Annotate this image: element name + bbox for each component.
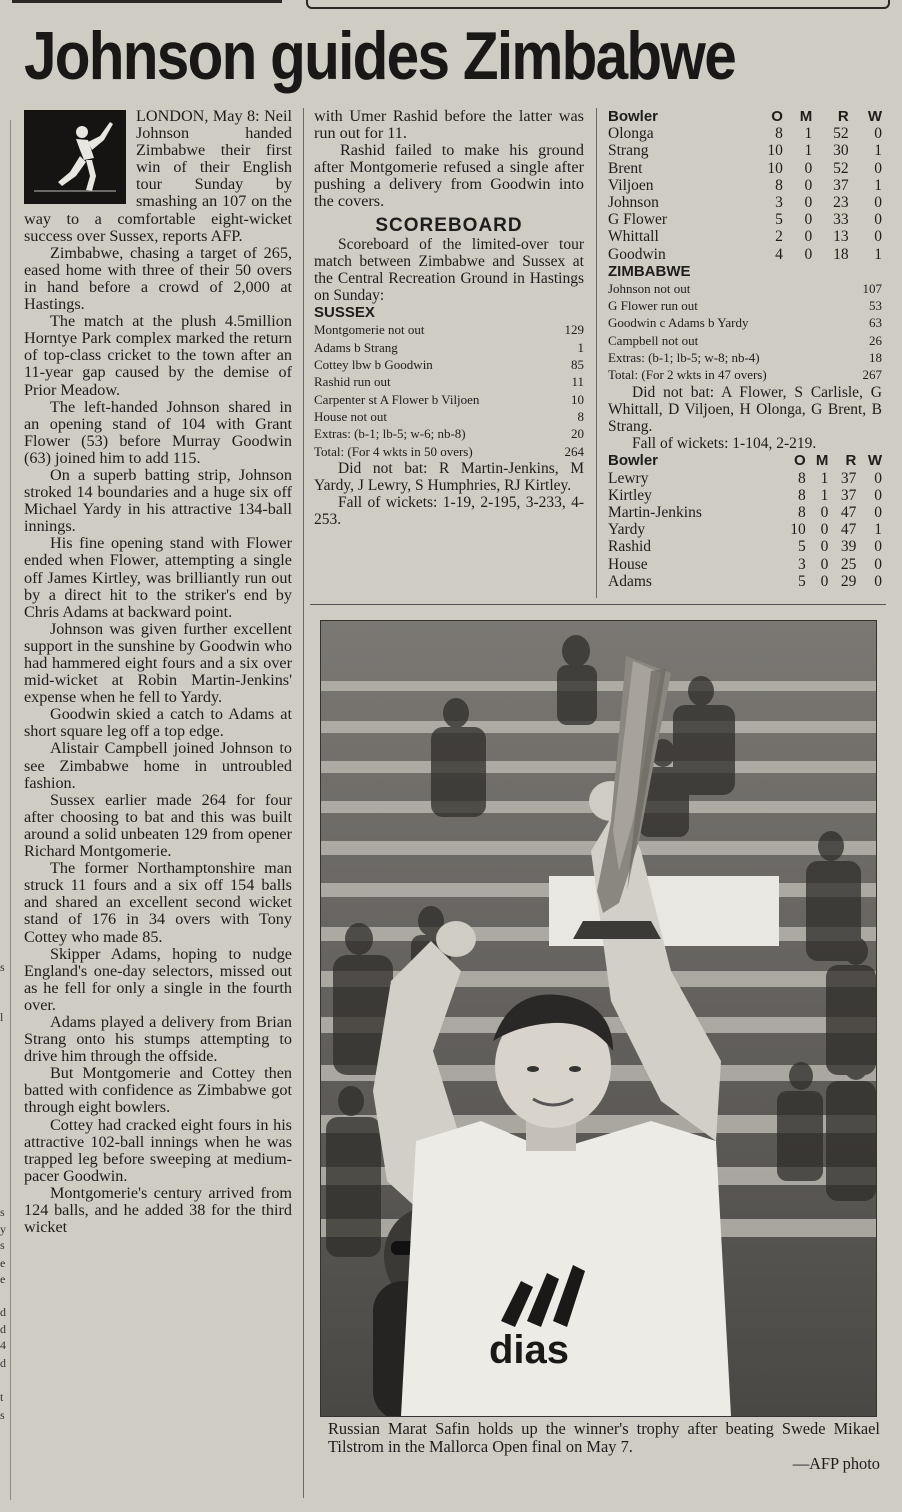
bowling-figure: 0 xyxy=(820,572,829,590)
bowler-name: Olonga xyxy=(608,125,654,143)
story-paragraph: Montgomerie's century arrived from 124 balls, and he added 38 for the third wicket xyxy=(24,1183,292,1237)
bowling-figure: 0 xyxy=(820,504,829,522)
margin-fragment: e xyxy=(0,1272,6,1286)
bowling-row xyxy=(608,142,882,159)
batting-row xyxy=(314,373,584,390)
bowling-figure: 52 xyxy=(833,125,849,143)
sussex-did-not-bat: Did not bat: R Martin-Jenkins, M Yardy, J Lewry, S Humphries, RJ Kirtley. xyxy=(314,459,584,495)
bowler-name: House xyxy=(608,555,648,573)
bowler-name: Yardy xyxy=(608,521,646,539)
bowling-figure: 0 xyxy=(804,159,813,177)
batsman-runs: 11 xyxy=(571,374,584,390)
batsman-entry: Total: (For 4 wkts in 50 overs) xyxy=(314,443,473,459)
cricket-batsman-icon xyxy=(24,110,126,204)
bowler-name: Rashid xyxy=(608,538,652,556)
bowling-figure: 1 xyxy=(874,176,882,194)
story-column-2 xyxy=(314,108,584,529)
bowling-row xyxy=(608,573,882,590)
bowling-row xyxy=(608,470,882,487)
story-paragraph: Goodwin skied a catch to Adams at short square leg off a top edge. xyxy=(24,705,292,741)
batsman-entry: Total: (For 2 wkts in 47 overs) xyxy=(608,367,767,383)
bowling-figure: 0 xyxy=(874,211,882,229)
bowling-figure: 8 xyxy=(797,486,806,504)
bowling-figure: 2 xyxy=(775,228,783,246)
bowling-header-cell: M xyxy=(815,452,829,470)
batsman-runs: 107 xyxy=(862,280,882,296)
batting-row xyxy=(314,443,584,460)
bowling-figure: 18 xyxy=(833,245,849,263)
sussex-fall-of-wickets: Fall of wickets: 1-19, 2-195, 3-233, 4-253. xyxy=(314,494,584,529)
photo-credit: —AFP photo xyxy=(792,1454,880,1474)
bowling-figure: 0 xyxy=(874,194,882,212)
story-paragraph: Rashid failed to make his ground after Montgomerie refused a single after pushing a delivery from Goodwin into the covers. xyxy=(314,141,584,211)
bowling-figure: 0 xyxy=(804,228,813,246)
story-column-1 xyxy=(24,108,292,1488)
scoreboard-intro: Scoreboard of the limited-over tour match between Zimbabwe and Sussex at the Central Recreation Ground in Hastings on Sunday: xyxy=(314,235,584,305)
bowling-figure: 1 xyxy=(820,486,829,504)
bowler-name: G Flower xyxy=(608,211,667,229)
story-continuation xyxy=(314,108,584,211)
bowling-row xyxy=(608,211,882,228)
bowling-figure: 47 xyxy=(840,521,857,539)
bowling-figure: 52 xyxy=(833,159,849,177)
margin-fragment: s xyxy=(0,960,5,974)
story-body xyxy=(24,108,292,1236)
bowling-row xyxy=(608,125,882,142)
bowling-figure: 8 xyxy=(797,469,806,487)
bowling-figure: 5 xyxy=(775,211,783,229)
bowler-name: Viljoen xyxy=(608,176,654,194)
bowling-figure: 0 xyxy=(820,538,829,556)
batting-row xyxy=(314,321,584,338)
bowling-figure: 0 xyxy=(874,159,882,177)
sussex-team-heading: SUSSEX xyxy=(314,304,375,322)
batsman-entry: Goodwin c Adams b Yardy xyxy=(608,315,749,331)
bowling-figure: 37 xyxy=(833,176,849,194)
bowler-name: Adams xyxy=(608,572,652,590)
batting-row xyxy=(608,314,882,331)
batsman-entry: Extras: (b-1; lb-5; w-6; nb-8) xyxy=(314,426,466,442)
zimbabwe-batting-card xyxy=(608,280,882,384)
story-paragraph: The former Northamptonshire man struck 11 fours and a six off 154 balls and shared an excellent second wicket stand of 176 in 34 overs with Tony Cottey who made 85. xyxy=(24,859,292,946)
zimbabwe-fall-of-wickets: Fall of wickets: 1-104, 2-219. xyxy=(632,435,817,453)
story-paragraph: His fine opening stand with Flower ended when Flower, attempting a single off James Kirtley, was brilliantly run out by a direct hit to the striker's end by Chris Adams at backward point. xyxy=(24,534,292,621)
batsman-runs: 267 xyxy=(862,367,882,383)
batting-row xyxy=(608,332,882,349)
scoreboard-title: SCOREBOARD xyxy=(375,214,523,236)
bowling-figure: 0 xyxy=(874,486,882,504)
bowling-header-row xyxy=(608,452,882,469)
bowling-figure: 1 xyxy=(874,245,882,263)
left-page-edge xyxy=(0,120,11,1500)
sussex-bowling-table xyxy=(608,452,882,590)
bowler-name: Martin-Jenkins xyxy=(608,504,702,522)
bowling-row xyxy=(608,487,882,504)
bowling-figure: 33 xyxy=(833,211,849,229)
bowling-figure: 13 xyxy=(833,228,849,246)
bowling-figure: 47 xyxy=(840,504,857,522)
batsman-entry: Campbell not out xyxy=(608,332,699,348)
bowling-figure: 0 xyxy=(874,125,882,143)
margin-fragment: y xyxy=(0,1222,6,1236)
top-rule-box xyxy=(306,0,890,9)
bowling-header-cell: W xyxy=(867,108,882,125)
batsman-entry: Adams b Strang xyxy=(314,339,398,355)
bowling-header-cell: O xyxy=(794,452,806,470)
bowling-header-cell: R xyxy=(837,108,849,125)
batsman-entry: G Flower run out xyxy=(608,298,698,314)
batsman-runs: 129 xyxy=(564,322,584,338)
bowler-name: Kirtley xyxy=(608,486,652,504)
bowling-header-cell: M xyxy=(799,108,813,125)
bowling-header-cell: W xyxy=(867,452,882,470)
batsman-runs: 8 xyxy=(577,408,584,424)
photo-caption xyxy=(328,1420,880,1473)
bowling-figure: 10 xyxy=(767,142,783,160)
bowling-figure: 8 xyxy=(797,504,806,522)
batting-row xyxy=(608,349,882,366)
batsman-entry: Montgomerie not out xyxy=(314,322,425,338)
bowling-figure: 3 xyxy=(797,555,806,573)
batting-row xyxy=(314,391,584,408)
batsman-entry: Rashid run out xyxy=(314,374,391,390)
story-paragraph: But Montgomerie and Cottey then batted with confidence as Zimbabwe got through eight bowlers. xyxy=(24,1064,292,1117)
story-paragraph: Zimbabwe, chasing a target of 265, eased home with three of their 50 overs in hand before a crowd of 2,000 at Hastings. xyxy=(24,243,292,314)
bowling-figure: 0 xyxy=(820,521,829,539)
bowling-figure: 29 xyxy=(840,572,857,590)
bowling-figure: 0 xyxy=(804,194,813,212)
batsman-runs: 18 xyxy=(869,350,882,366)
bowling-figure: 1 xyxy=(874,521,882,539)
news-photo xyxy=(320,620,877,1417)
margin-fragment: t xyxy=(0,1390,4,1404)
bowling-figure: 5 xyxy=(797,538,806,556)
bowling-figure: 1 xyxy=(804,125,813,143)
bowling-header-row xyxy=(608,108,882,125)
margin-fragment: e xyxy=(0,1256,6,1270)
batting-row xyxy=(314,408,584,425)
margin-fragment: 4 xyxy=(0,1338,6,1352)
bowling-figure: 0 xyxy=(820,555,829,573)
shirt-logo-text: dias xyxy=(489,1328,570,1372)
bowler-name: Goodwin xyxy=(608,245,666,263)
bowling-figure: 4 xyxy=(775,245,783,263)
batsman-runs: 20 xyxy=(571,426,584,442)
bowling-figure: 39 xyxy=(840,538,857,556)
column-rule-1 xyxy=(303,108,304,1498)
batting-row xyxy=(608,280,882,297)
bowling-figure: 0 xyxy=(874,555,882,573)
bowling-header-cell: Bowler xyxy=(608,108,659,125)
story-paragraph: LONDON, May 8: Neil Johnson handed Zimbabwe their first win of their English tour Sunday by smashing an 107 on the way to a comfortable eight-wicket success over Sussex, reports AFP. xyxy=(24,108,292,245)
bowling-figure: 37 xyxy=(840,486,857,504)
photo-top-rule xyxy=(310,604,886,605)
top-rule xyxy=(0,0,902,10)
bowling-figure: 5 xyxy=(797,572,806,590)
batsman-entry: House not out xyxy=(314,408,387,424)
zimbabwe-team-heading: ZIMBABWE xyxy=(608,262,691,280)
margin-fragment: l xyxy=(0,1010,4,1024)
story-paragraph: Cottey had cracked eight fours in his attractive 102-ball innings when he was trapped leg before sweeping at medium-pacer Goodwin. xyxy=(24,1115,292,1185)
story-paragraph: The match at the plush 4.5million Horntye Park complex marked the return of top-class cricket to the town after an 11-year gap caused by the demise of Prior Meadow. xyxy=(24,312,292,399)
batting-row xyxy=(608,297,882,314)
margin-fragment: d xyxy=(0,1305,6,1319)
bowling-figure: 10 xyxy=(790,521,806,539)
bowling-figure: 8 xyxy=(775,176,783,194)
bowling-figure: 0 xyxy=(874,504,882,522)
bowler-name: Strang xyxy=(608,142,649,160)
bowling-figure: 23 xyxy=(833,194,849,212)
sussex-batting-card xyxy=(314,321,584,459)
trophy-photo-illustration xyxy=(321,621,876,1416)
zimbabwe-did-not-bat: Did not bat: A Flower, S Carlisle, G Whittall, D Viljoen, H Olonga, G Brent, B Strang. xyxy=(608,383,882,436)
batsman-runs: 26 xyxy=(869,332,882,348)
bowling-row xyxy=(608,504,882,521)
batsman-runs: 85 xyxy=(571,357,584,373)
bowling-figure: 30 xyxy=(833,142,849,160)
margin-fragment: s xyxy=(0,1408,5,1422)
margin-fragment: s xyxy=(0,1238,5,1252)
batting-row xyxy=(314,356,584,373)
batsman-runs: 1 xyxy=(577,339,584,355)
bowling-figure: 3 xyxy=(775,194,783,212)
batting-row xyxy=(314,339,584,356)
bowling-row xyxy=(608,556,882,573)
bowling-row xyxy=(608,228,882,245)
batting-row xyxy=(608,366,882,383)
zimbabwe-bowling-table xyxy=(608,108,882,263)
batsman-runs: 10 xyxy=(571,391,584,407)
batsman-entry: Extras: (b-1; lb-5; w-8; nb-4) xyxy=(608,350,760,366)
bowling-figure: 1 xyxy=(874,142,882,160)
batting-row xyxy=(314,425,584,442)
margin-fragment: s xyxy=(0,1205,5,1219)
batsman-runs: 63 xyxy=(869,315,882,331)
bowler-name: Johnson xyxy=(608,194,659,212)
bowling-row xyxy=(608,246,882,263)
bowling-figure: 1 xyxy=(804,142,813,160)
story-paragraph: with Umer Rashid before the latter was run out for 11. xyxy=(314,107,584,143)
story-paragraph: Skipper Adams, hoping to nudge England's one-day selectors, missed out as he fell for only a single in the fourth over. xyxy=(24,944,292,1014)
bowling-row xyxy=(608,160,882,177)
story-paragraph: Alistair Campbell joined Johnson to see Zimbabwe home in untroubled fashion. xyxy=(24,739,292,792)
bowling-figure: 0 xyxy=(804,245,813,263)
bowling-figure: 25 xyxy=(840,555,857,573)
margin-fragment: d xyxy=(0,1322,6,1336)
story-paragraph: The left-handed Johnson shared in an opening stand of 104 with Grant Flower (53) before Murray Goodwin (63) joined him to add 115. xyxy=(24,397,292,467)
headline: Johnson guides Zimbabwe xyxy=(24,18,736,94)
bowler-name: Lewry xyxy=(608,469,649,487)
bowling-figure: 0 xyxy=(874,538,882,556)
story-paragraph: Adams played a delivery from Brian Strang onto his stumps attempting to drive him through the offside. xyxy=(24,1012,292,1066)
batsman-entry: Carpenter st A Flower b Viljoen xyxy=(314,391,480,407)
bowling-figure: 0 xyxy=(874,228,882,246)
margin-fragment: d xyxy=(0,1356,6,1370)
bowling-row xyxy=(608,177,882,194)
batsman-entry: Cottey lbw b Goodwin xyxy=(314,357,433,373)
story-paragraph: Sussex earlier made 264 for four after choosing to bat and this was built around a solid unbeaten 129 from opener Richard Montgomerie. xyxy=(24,790,292,861)
batsman-runs: 53 xyxy=(869,298,882,314)
bowling-figure: 0 xyxy=(874,469,882,487)
bowling-figure: 0 xyxy=(804,211,813,229)
bowling-figure: 1 xyxy=(820,469,829,487)
bowling-figure: 0 xyxy=(804,176,813,194)
bowling-header-cell: Bowler xyxy=(608,452,659,470)
story-paragraph: Johnson was given further excellent support in the sunshine by Goodwin who had hammered eight fours and a six over mid-wicket at Robin Martin-Jenkins' expense when he fell to Yardy. xyxy=(24,619,292,707)
bowling-row xyxy=(608,521,882,538)
bowling-figure: 8 xyxy=(775,125,783,143)
bowler-name: Whittall xyxy=(608,228,659,246)
bowling-figure: 10 xyxy=(767,159,783,177)
scoreboard-column-3 xyxy=(608,108,882,590)
bowling-row xyxy=(608,538,882,555)
batsman-runs: 264 xyxy=(564,443,584,459)
story-paragraph: On a superb batting strip, Johnson stroked 14 boundaries and a huge six off Michael Yardy in his attractive 134-ball innings. xyxy=(24,465,292,536)
bowling-header-cell: O xyxy=(771,108,783,125)
bowling-header-cell: R xyxy=(845,452,857,470)
bowler-name: Brent xyxy=(608,159,643,177)
column-rule-2 xyxy=(596,108,597,598)
batsman-entry: Johnson not out xyxy=(608,280,691,296)
bowling-figure: 0 xyxy=(874,572,882,590)
photo-caption-text: Russian Marat Safin holds up the winner's trophy after beating Swede Mikael Tilstrom in the Mallorca Open final on May 7. xyxy=(328,1419,880,1456)
top-rule-left xyxy=(12,0,282,3)
bowling-row xyxy=(608,194,882,211)
bowling-figure: 37 xyxy=(840,469,857,487)
